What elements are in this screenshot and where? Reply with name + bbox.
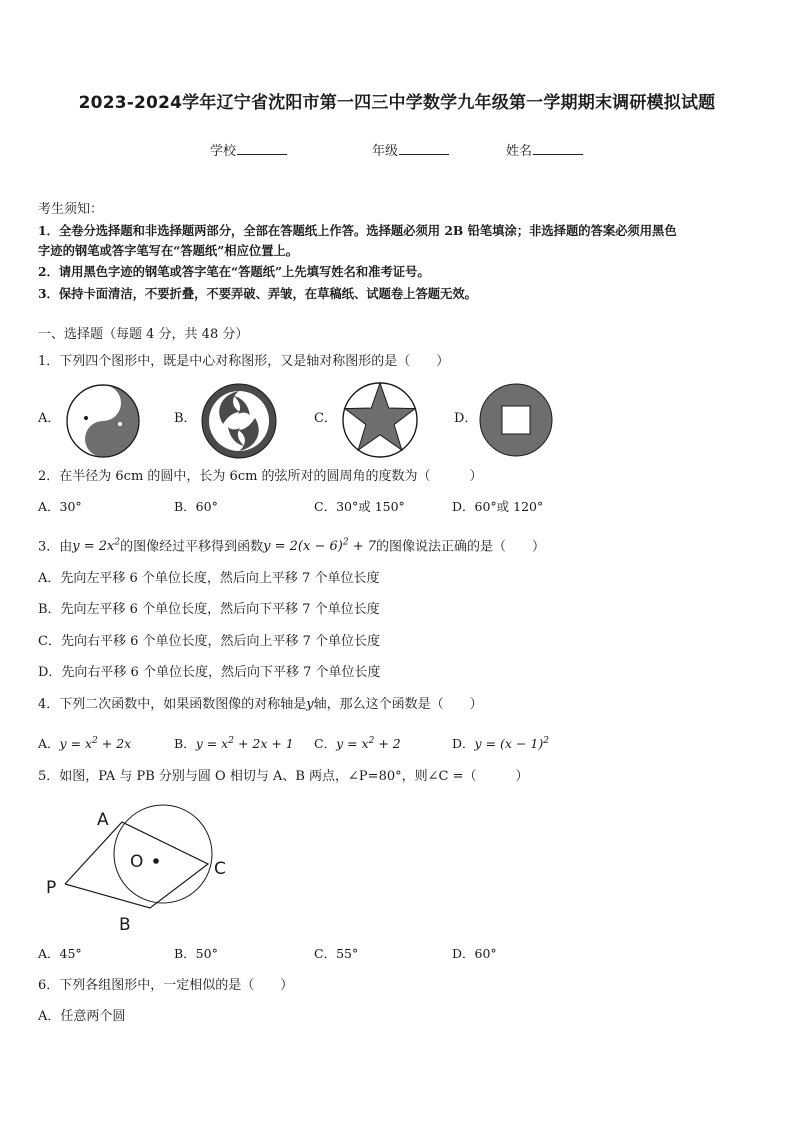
q4-stem [38, 695, 483, 715]
q6-stem: 6．下列各组图形中，一定相似的是（ ） [38, 978, 294, 993]
label-a: A [97, 810, 109, 830]
q5-option-c[interactable]: C．55° [314, 946, 359, 961]
square-hole-coin-figure [478, 382, 554, 458]
q4-a-tail: + 2x [97, 736, 132, 752]
q5-option-d[interactable]: D．60° [452, 946, 497, 961]
star-in-circle-figure [340, 380, 420, 460]
school-field [210, 140, 287, 159]
q3-stem-mid: 的图像经过平移得到函数 [120, 539, 264, 555]
q4-option-d[interactable] [452, 731, 549, 754]
q4-b-exp: 2 [228, 736, 234, 746]
q4-b-tail: + 2x + 1 [233, 736, 294, 752]
q4-option-b-label: B． [174, 736, 196, 752]
label-b: B [119, 915, 131, 935]
q4-stem-post: 轴，那么这个函数是（ ） [313, 697, 483, 712]
q3-formula-2 [263, 539, 376, 554]
q2-option-d[interactable]: D．60°或 120° [452, 499, 544, 514]
q5-option-a[interactable]: A．45° [38, 946, 82, 961]
q3-formula-2-base: y = 2(x − 6) [263, 539, 343, 555]
notice-line-1a: 1．全卷分选择题和非选择题两部分，全部在答题纸上作答。选择题必须用 2B 铅笔填涂；非选择题的答案必须用黑色 [38, 223, 677, 238]
q3-formula-1-exp: 2 [114, 538, 121, 548]
q3-stem [38, 533, 545, 557]
q3-formula-2-exp: 2 [342, 538, 349, 548]
q4-option-b[interactable] [174, 731, 294, 754]
q4-stem-pre: 4．下列二次函数中，如果函数图像的对称轴是 [38, 697, 307, 712]
q3-formula-1-base: y = 2x [72, 539, 115, 555]
notice-heading: 考生须知： [38, 202, 104, 217]
label-o: O [130, 852, 144, 872]
q4-a-exp: 2 [92, 736, 98, 746]
q4-option-a-formula [60, 736, 132, 751]
q4-d-base: y = (x − 1) [474, 736, 544, 752]
q3-formula-2-tail: + 7 [348, 539, 376, 555]
swirl-circle-figure [200, 382, 278, 460]
q2-option-b[interactable]: B．60° [174, 499, 218, 514]
page-title: 2023-2024学年辽宁省沈阳市第一四三中学数学九年级第一学期期末调研模拟试题 [78, 93, 716, 113]
q3-option-d[interactable]: D．先向右平移 6 个单位长度，然后向下平移 7 个单位长度 [38, 665, 381, 680]
q4-option-b-formula [196, 736, 294, 751]
notice-line-3: 3．保持卡面清洁，不要折叠，不要弄破、弄皱，在草稿纸、试题卷上答题无效。 [38, 286, 477, 301]
yin-yang-figure [64, 382, 142, 460]
q4-option-c-label: C． [314, 736, 337, 752]
q4-stem-var: y [306, 697, 314, 712]
q4-c-tail: + 2 [374, 736, 401, 752]
notice-line-1b: 字迹的钢笔或答字笔写在“答题纸”相应位置上。 [38, 243, 299, 258]
q4-a-base: y = x [59, 736, 93, 752]
q4-option-a-label: A． [38, 736, 60, 752]
school-blank[interactable] [237, 142, 287, 155]
grade-field [372, 140, 449, 159]
q2-option-c[interactable]: C．30°或 150° [314, 499, 405, 514]
q1-stem: 1．下列四个图形中，既是中心对称图形，又是轴对称图形的是（ ） [38, 354, 450, 369]
q1-option-c[interactable]: C． [314, 411, 337, 426]
q3-formula-1 [72, 539, 120, 554]
label-c: C [214, 859, 226, 879]
q4-option-c[interactable] [314, 731, 401, 754]
grade-label: 年级 [372, 144, 399, 159]
label-p: P [46, 878, 57, 898]
grade-blank[interactable] [399, 142, 449, 155]
notice-line-2: 2．请用黑色字迹的钢笔或答字笔在“答题纸”上先填写姓名和准考证号。 [38, 264, 430, 279]
q4-c-base: y = x [336, 736, 369, 752]
q5-stem: 5．如图，PA 与 PB 分别与圆 O 相切与 A、B 两点，∠P=80°，则∠C =（ ） [38, 769, 529, 784]
q3-option-a[interactable]: A．先向左平移 6 个单位长度，然后向上平移 7 个单位长度 [38, 571, 380, 586]
q4-option-a[interactable] [38, 731, 131, 754]
q4-option-c-formula [336, 736, 401, 751]
q1-option-a[interactable]: A． [38, 411, 61, 426]
q3-stem-post: 的图像说法正确的是（ ） [376, 539, 546, 555]
q4-option-d-formula [475, 736, 549, 751]
q4-b-base: y = x [195, 736, 229, 752]
q4-d-exp: 2 [543, 736, 549, 746]
name-label: 姓名 [506, 144, 533, 159]
q1-option-b[interactable]: B． [174, 411, 197, 426]
name-blank[interactable] [533, 142, 583, 155]
section-heading: 一、选择题（每题 4 分，共 48 分） [38, 327, 249, 342]
name-field [506, 140, 583, 159]
q3-option-c[interactable]: C．先向右平移 6 个单位长度，然后向上平移 7 个单位长度 [38, 634, 381, 649]
q3-option-b[interactable]: B．先向左平移 6 个单位长度，然后向下平移 7 个单位长度 [38, 602, 380, 617]
q2-stem: 2．在半径为 6cm 的圆中，长为 6cm 的弦所对的圆周角的度数为（ ） [38, 469, 483, 484]
q4-c-exp: 2 [368, 736, 375, 746]
tangent-circle-figure [38, 800, 248, 940]
q3-stem-pre: 3．由 [38, 539, 73, 555]
q4-option-d-label: D． [452, 736, 475, 752]
q1-option-d[interactable]: D． [454, 411, 478, 426]
q5-option-b[interactable]: B．50° [174, 946, 218, 961]
q6-option-a[interactable]: A．任意两个圆 [38, 1009, 126, 1024]
school-label: 学校 [210, 144, 237, 159]
q2-option-a[interactable]: A．30° [38, 499, 82, 514]
